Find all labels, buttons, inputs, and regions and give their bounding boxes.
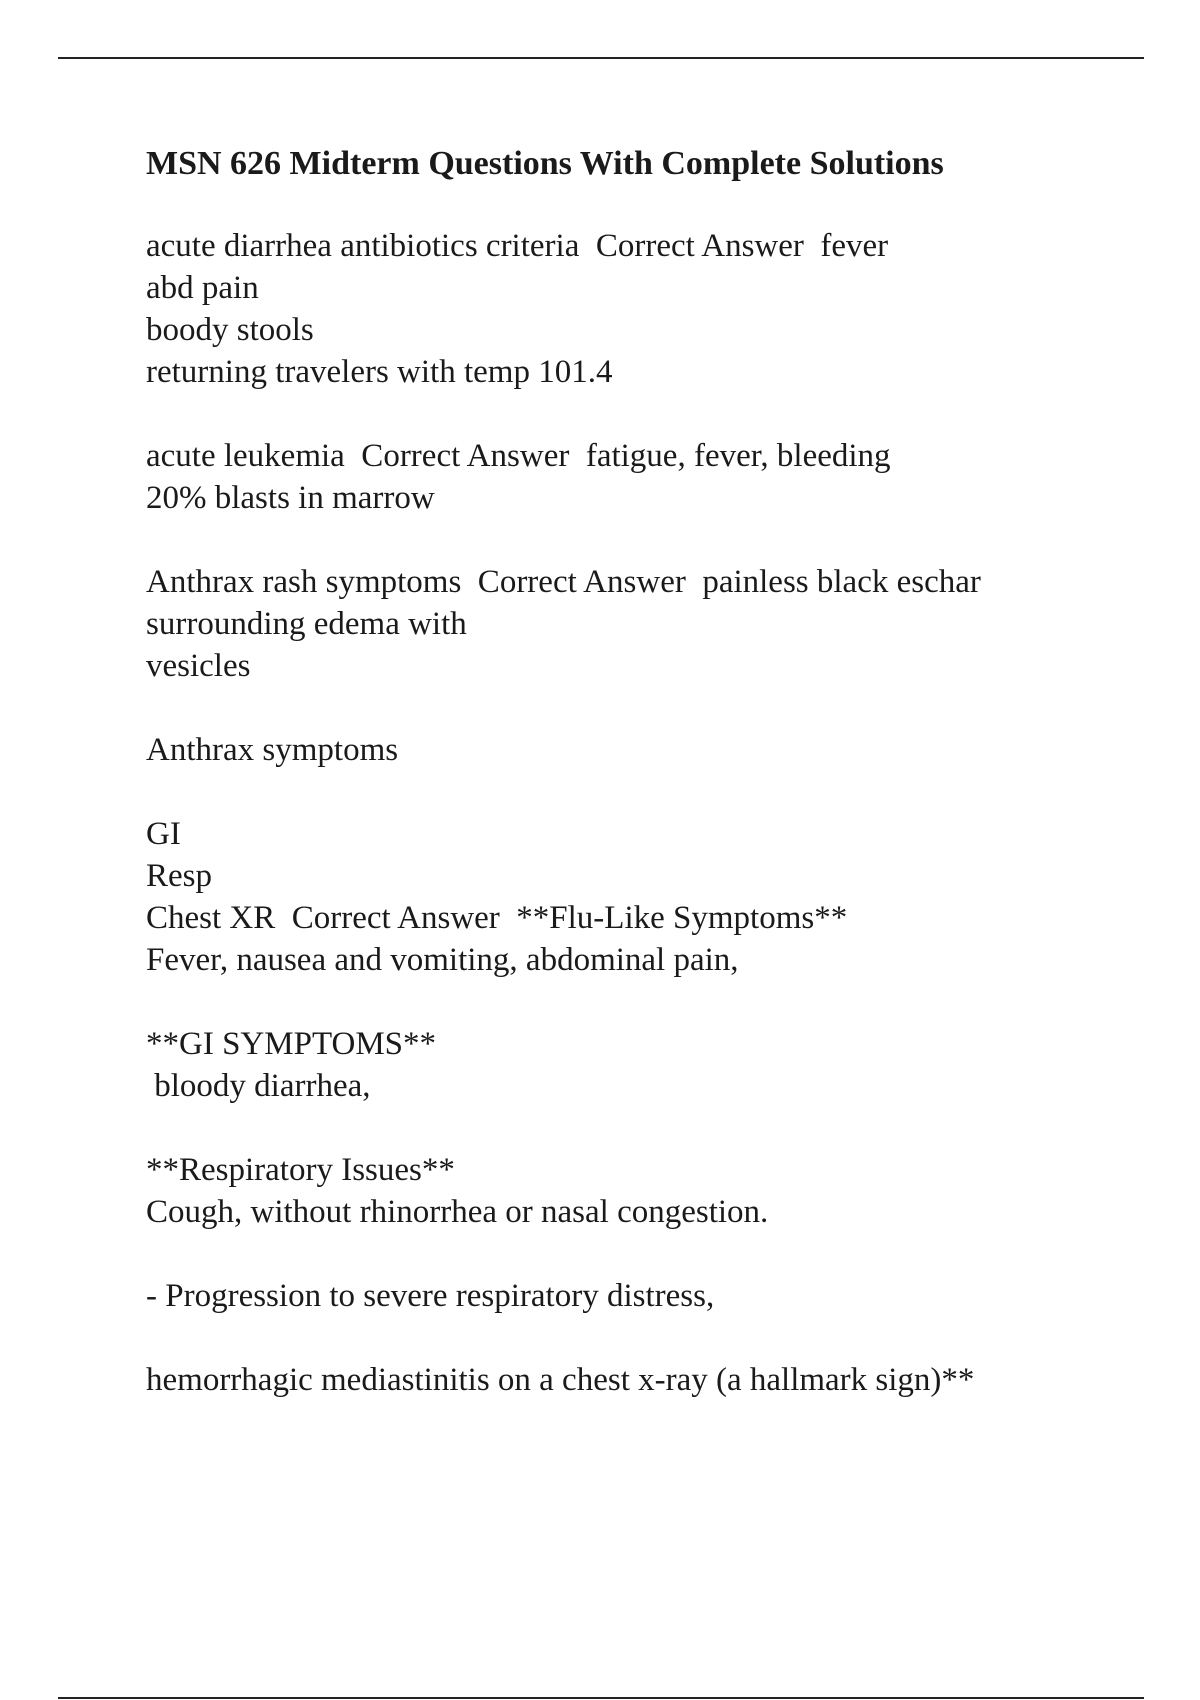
text-line: abd pain [146, 270, 259, 306]
text-line: acute leukemia Correct Answer fatigue, fever, bleeding [146, 438, 891, 474]
text-line: surrounding edema with [146, 606, 467, 642]
text-line: vesicles [146, 648, 251, 684]
qa-block-gi-symptoms [146, 1023, 1106, 1107]
qa-block-anthrax-symptoms [146, 813, 1106, 981]
text-line: acute diarrhea antibiotics criteria Correct Answer fever [146, 228, 889, 264]
text-line: Fever, nausea and vomiting, abdominal pain, [146, 942, 739, 978]
text-line: Cough, without rhinorrhea or nasal congestion. [146, 1194, 769, 1230]
text-line: GI [146, 816, 181, 852]
footer-rule [58, 1697, 1144, 1699]
header-rule [58, 57, 1144, 59]
qa-block-diarrhea [146, 225, 1106, 393]
qa-block-progression [146, 1275, 1106, 1317]
text-line: Chest XR Correct Answer **Flu-Like Symptoms** [146, 900, 848, 936]
text-line: **Respiratory Issues** [146, 1152, 455, 1188]
text-line: bloody diarrhea, [146, 1068, 371, 1104]
text-line: Anthrax rash symptoms Correct Answer painless black eschar [146, 564, 981, 600]
qa-block-anthrax-rash [146, 561, 1106, 687]
text-line: hemorrhagic mediastinitis on a chest x-ray (a hallmark sign)** [146, 1362, 975, 1398]
qa-block-respiratory-issues [146, 1149, 1106, 1233]
text-line: Resp [146, 858, 212, 894]
qa-block-mediastinitis [146, 1359, 1106, 1401]
text-line: - Progression to severe respiratory distress, [146, 1278, 715, 1314]
document-title: MSN 626 Midterm Questions With Complete Solutions [146, 145, 944, 182]
qa-block-leukemia [146, 435, 1106, 519]
text-line: 20% blasts in marrow [146, 480, 435, 516]
text-line: Anthrax symptoms [146, 732, 399, 768]
text-line: returning travelers with temp 101.4 [146, 354, 613, 390]
document-body [146, 143, 1106, 1443]
text-line: boody stools [146, 312, 314, 348]
text-line: **GI SYMPTOMS** [146, 1026, 437, 1062]
qa-block-anthrax-symptoms-heading [146, 729, 1106, 771]
